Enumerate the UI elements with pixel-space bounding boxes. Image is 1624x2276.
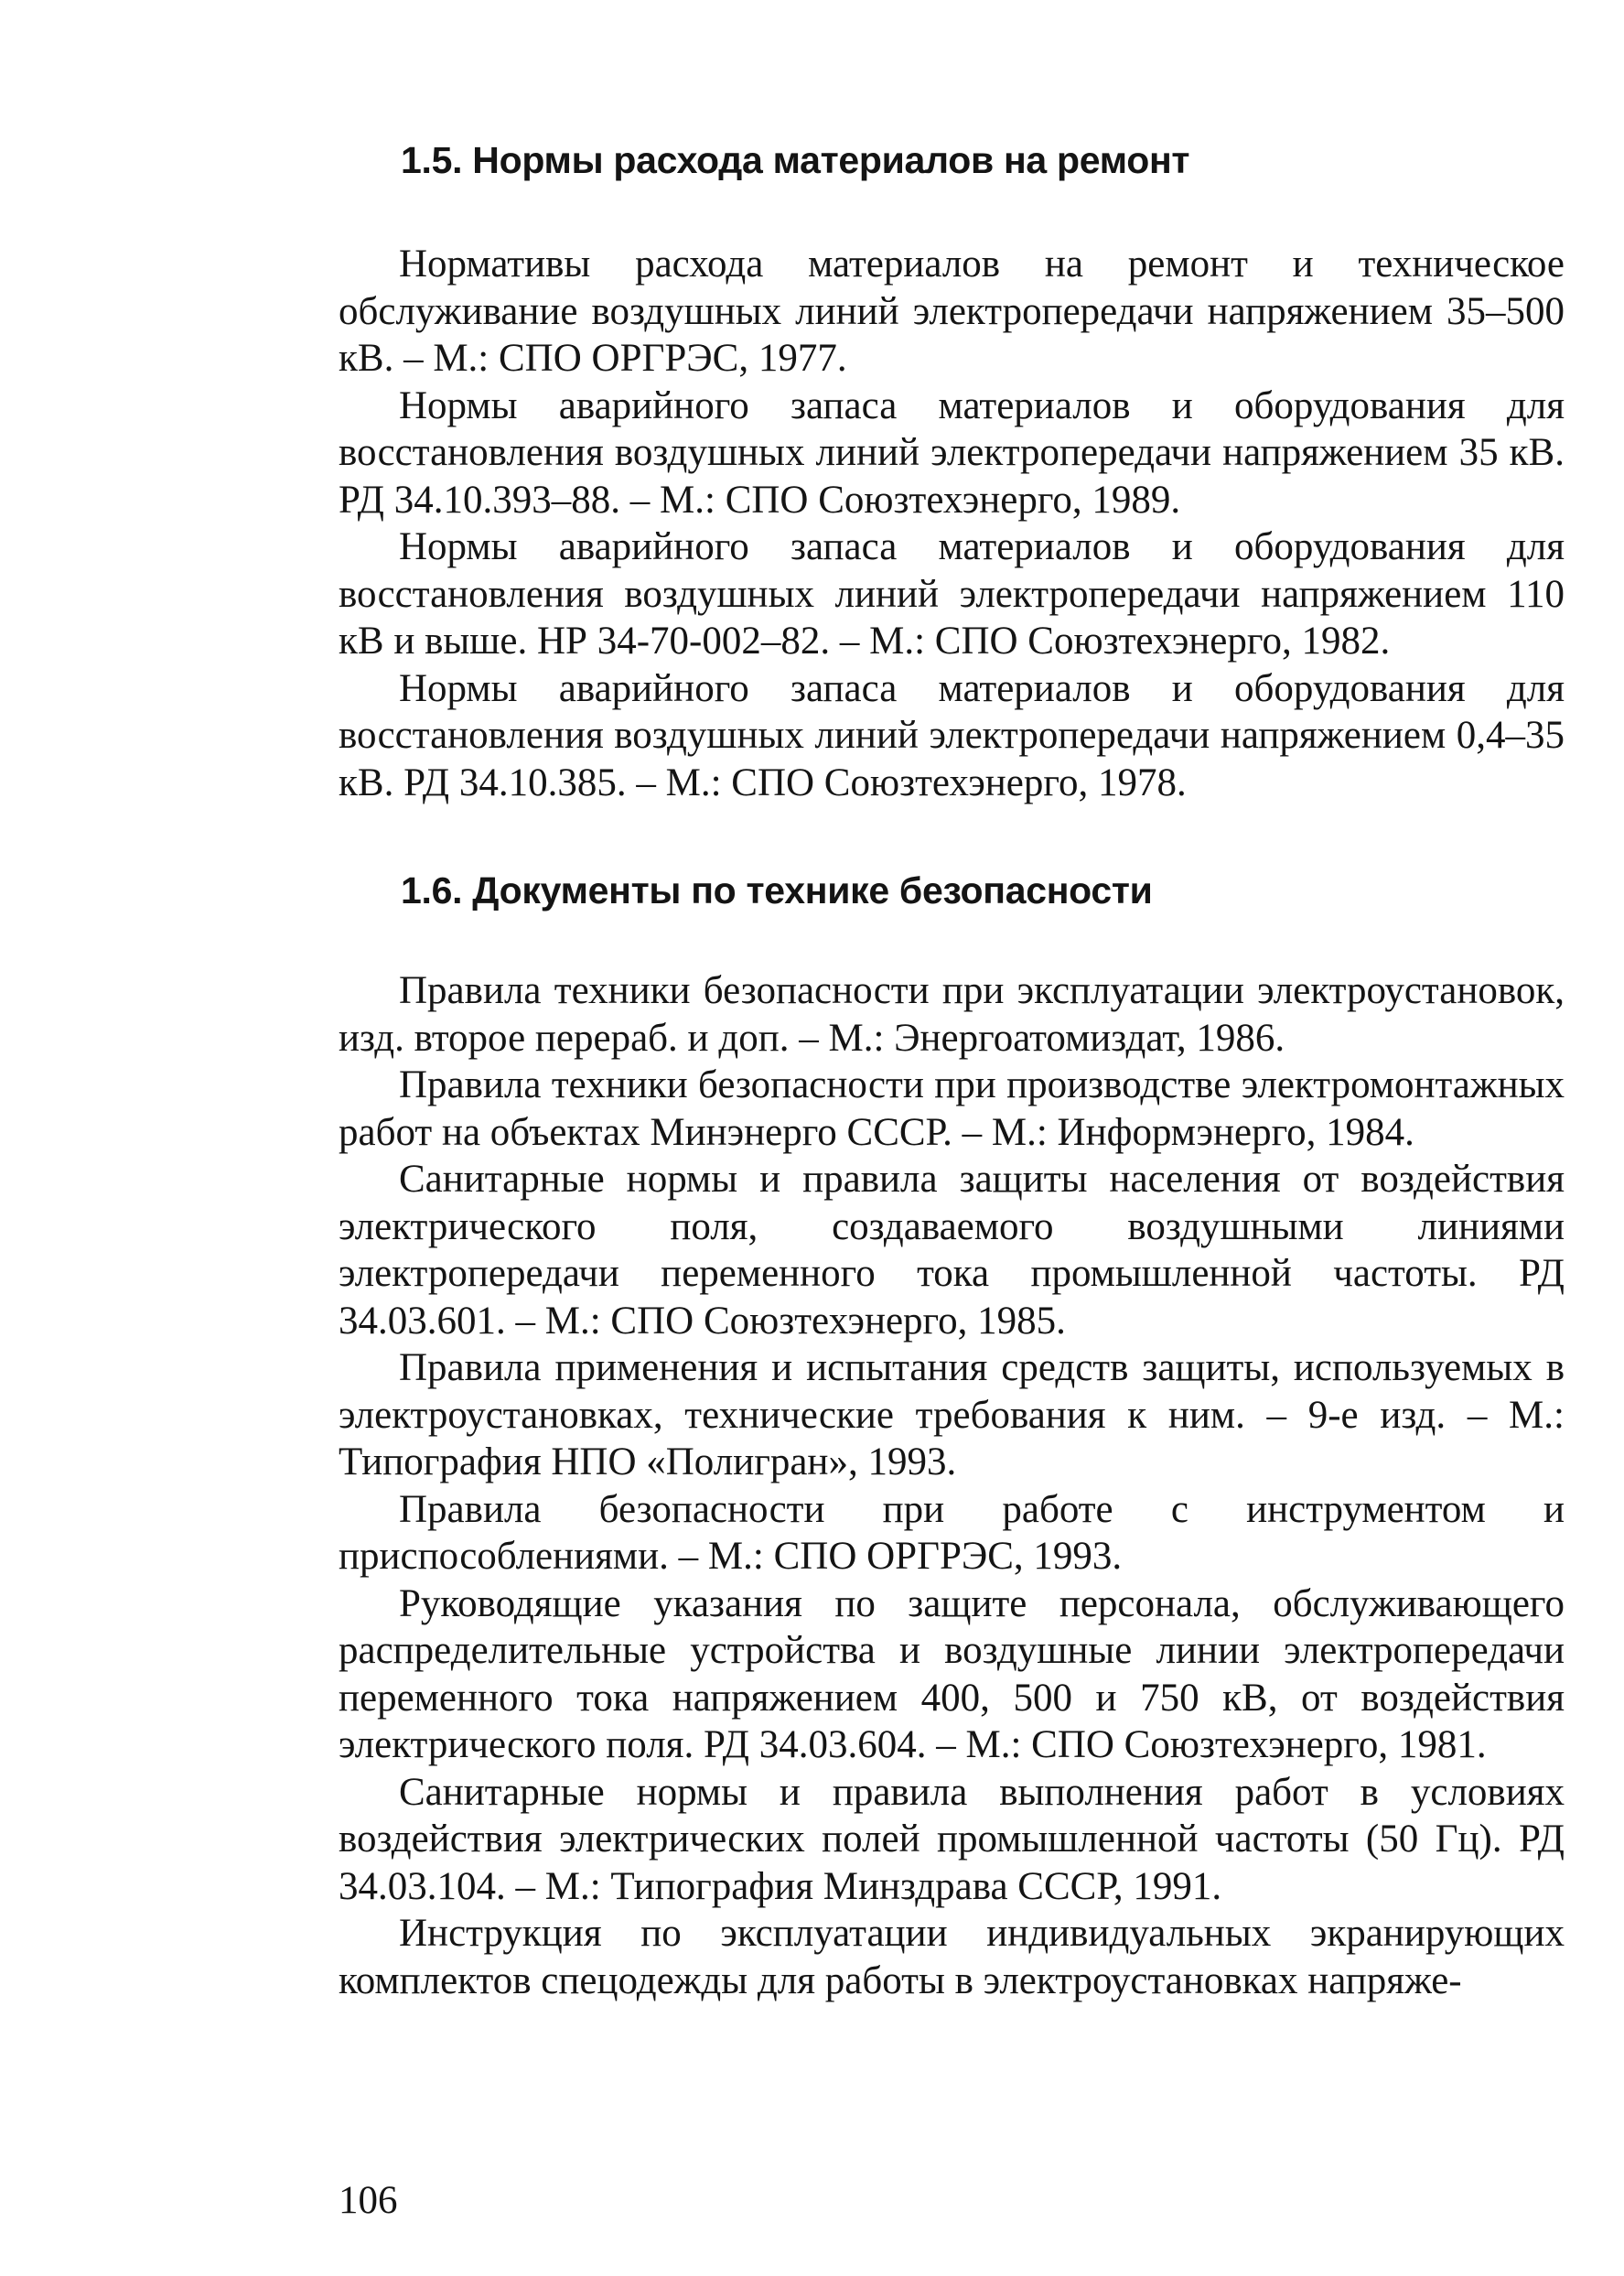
section-body-1-6 xyxy=(339,967,1565,2004)
section-body-1-5 xyxy=(339,241,1565,806)
reference-paragraph: Правила техники безопасности при эксплуатации электроустановок, изд. второе перераб. и доп. – М.: Энергоатомиздат, 1986. xyxy=(339,969,1565,1060)
section-heading-1-6: 1.6. Документы по технике безопасности xyxy=(401,869,1153,911)
reference-paragraph: Инструкция по эксплуатации индивидуальных экранирующих комплектов спецодежды для работы в электроустановках напряже- xyxy=(339,1912,1565,2002)
reference-paragraph: Правила безопасности при работе с инструментом и приспособлениями. – М.: СПО ОРГРЭС, 1993. xyxy=(339,1487,1565,1578)
reference-paragraph: Нормы аварийного запаса материалов и оборудования для восстановления воздушных линий электропередачи напряжением 35 кВ. РД 34.10.393–88. – М.: СПО Союзтехэнерго, 1989. xyxy=(339,383,1565,522)
reference-paragraph: Нормы аварийного запаса материалов и оборудования для восстановления воздушных линий электропередачи напряжением 110 кВ и выше. НР 34-70-002–82. – М.: СПО Союзтехэнерго, 1982. xyxy=(339,525,1565,663)
reference-paragraph: Правила техники безопасности при производстве электромонтажных работ на объектах Минэнерго СССР. – М.: Информэнерго, 1984. xyxy=(339,1063,1565,1154)
reference-paragraph: Санитарные нормы и правила выполнения работ в условиях воздействия электрических полей промышленной частоты (50 Гц). РД 34.03.104. – М.: Типография Минздрава СССР, 1991. xyxy=(339,1770,1565,1908)
page-number: 106 xyxy=(339,2179,398,2222)
reference-paragraph: Правила применения и испытания средств защиты, используемых в электроустановках, технические требования к ним. – 9-е изд. – М.: Типография НПО «Полигран», 1993. xyxy=(339,1346,1565,1483)
reference-paragraph: Нормы аварийного запаса материалов и оборудования для восстановления воздушных линий электропередачи напряжением 0,4–35 кВ. РД 34.10.385. – М.: СПО Союзтехэнерго, 1978. xyxy=(339,666,1565,804)
reference-paragraph: Руководящие указания по защите персонала, обслуживающего распределительные устройства и воздушные линии электропередачи переменного тока напряжением 400, 500 и 750 кВ, от воздействия электрического поля. РД 34.03.604. – М.: СПО Союзтехэнерго, 1981. xyxy=(339,1581,1565,1766)
reference-paragraph: Санитарные нормы и правила защиты населения от воздействия электрического поля, создаваемого воздушными линиями электропередачи переменного тока промышленной частоты. РД 34.03.601. – М.: СПО Союзтехэнерго, 1985. xyxy=(339,1158,1565,1343)
reference-paragraph: Нормативы расхода материалов на ремонт и техническое обслуживание воздушных линий электропередачи напряжением 35–500 кВ. – М.: СПО ОРГРЭС, 1977. xyxy=(339,243,1565,380)
section-heading-1-5: 1.5. Нормы расхода материалов на ремонт xyxy=(401,139,1190,181)
